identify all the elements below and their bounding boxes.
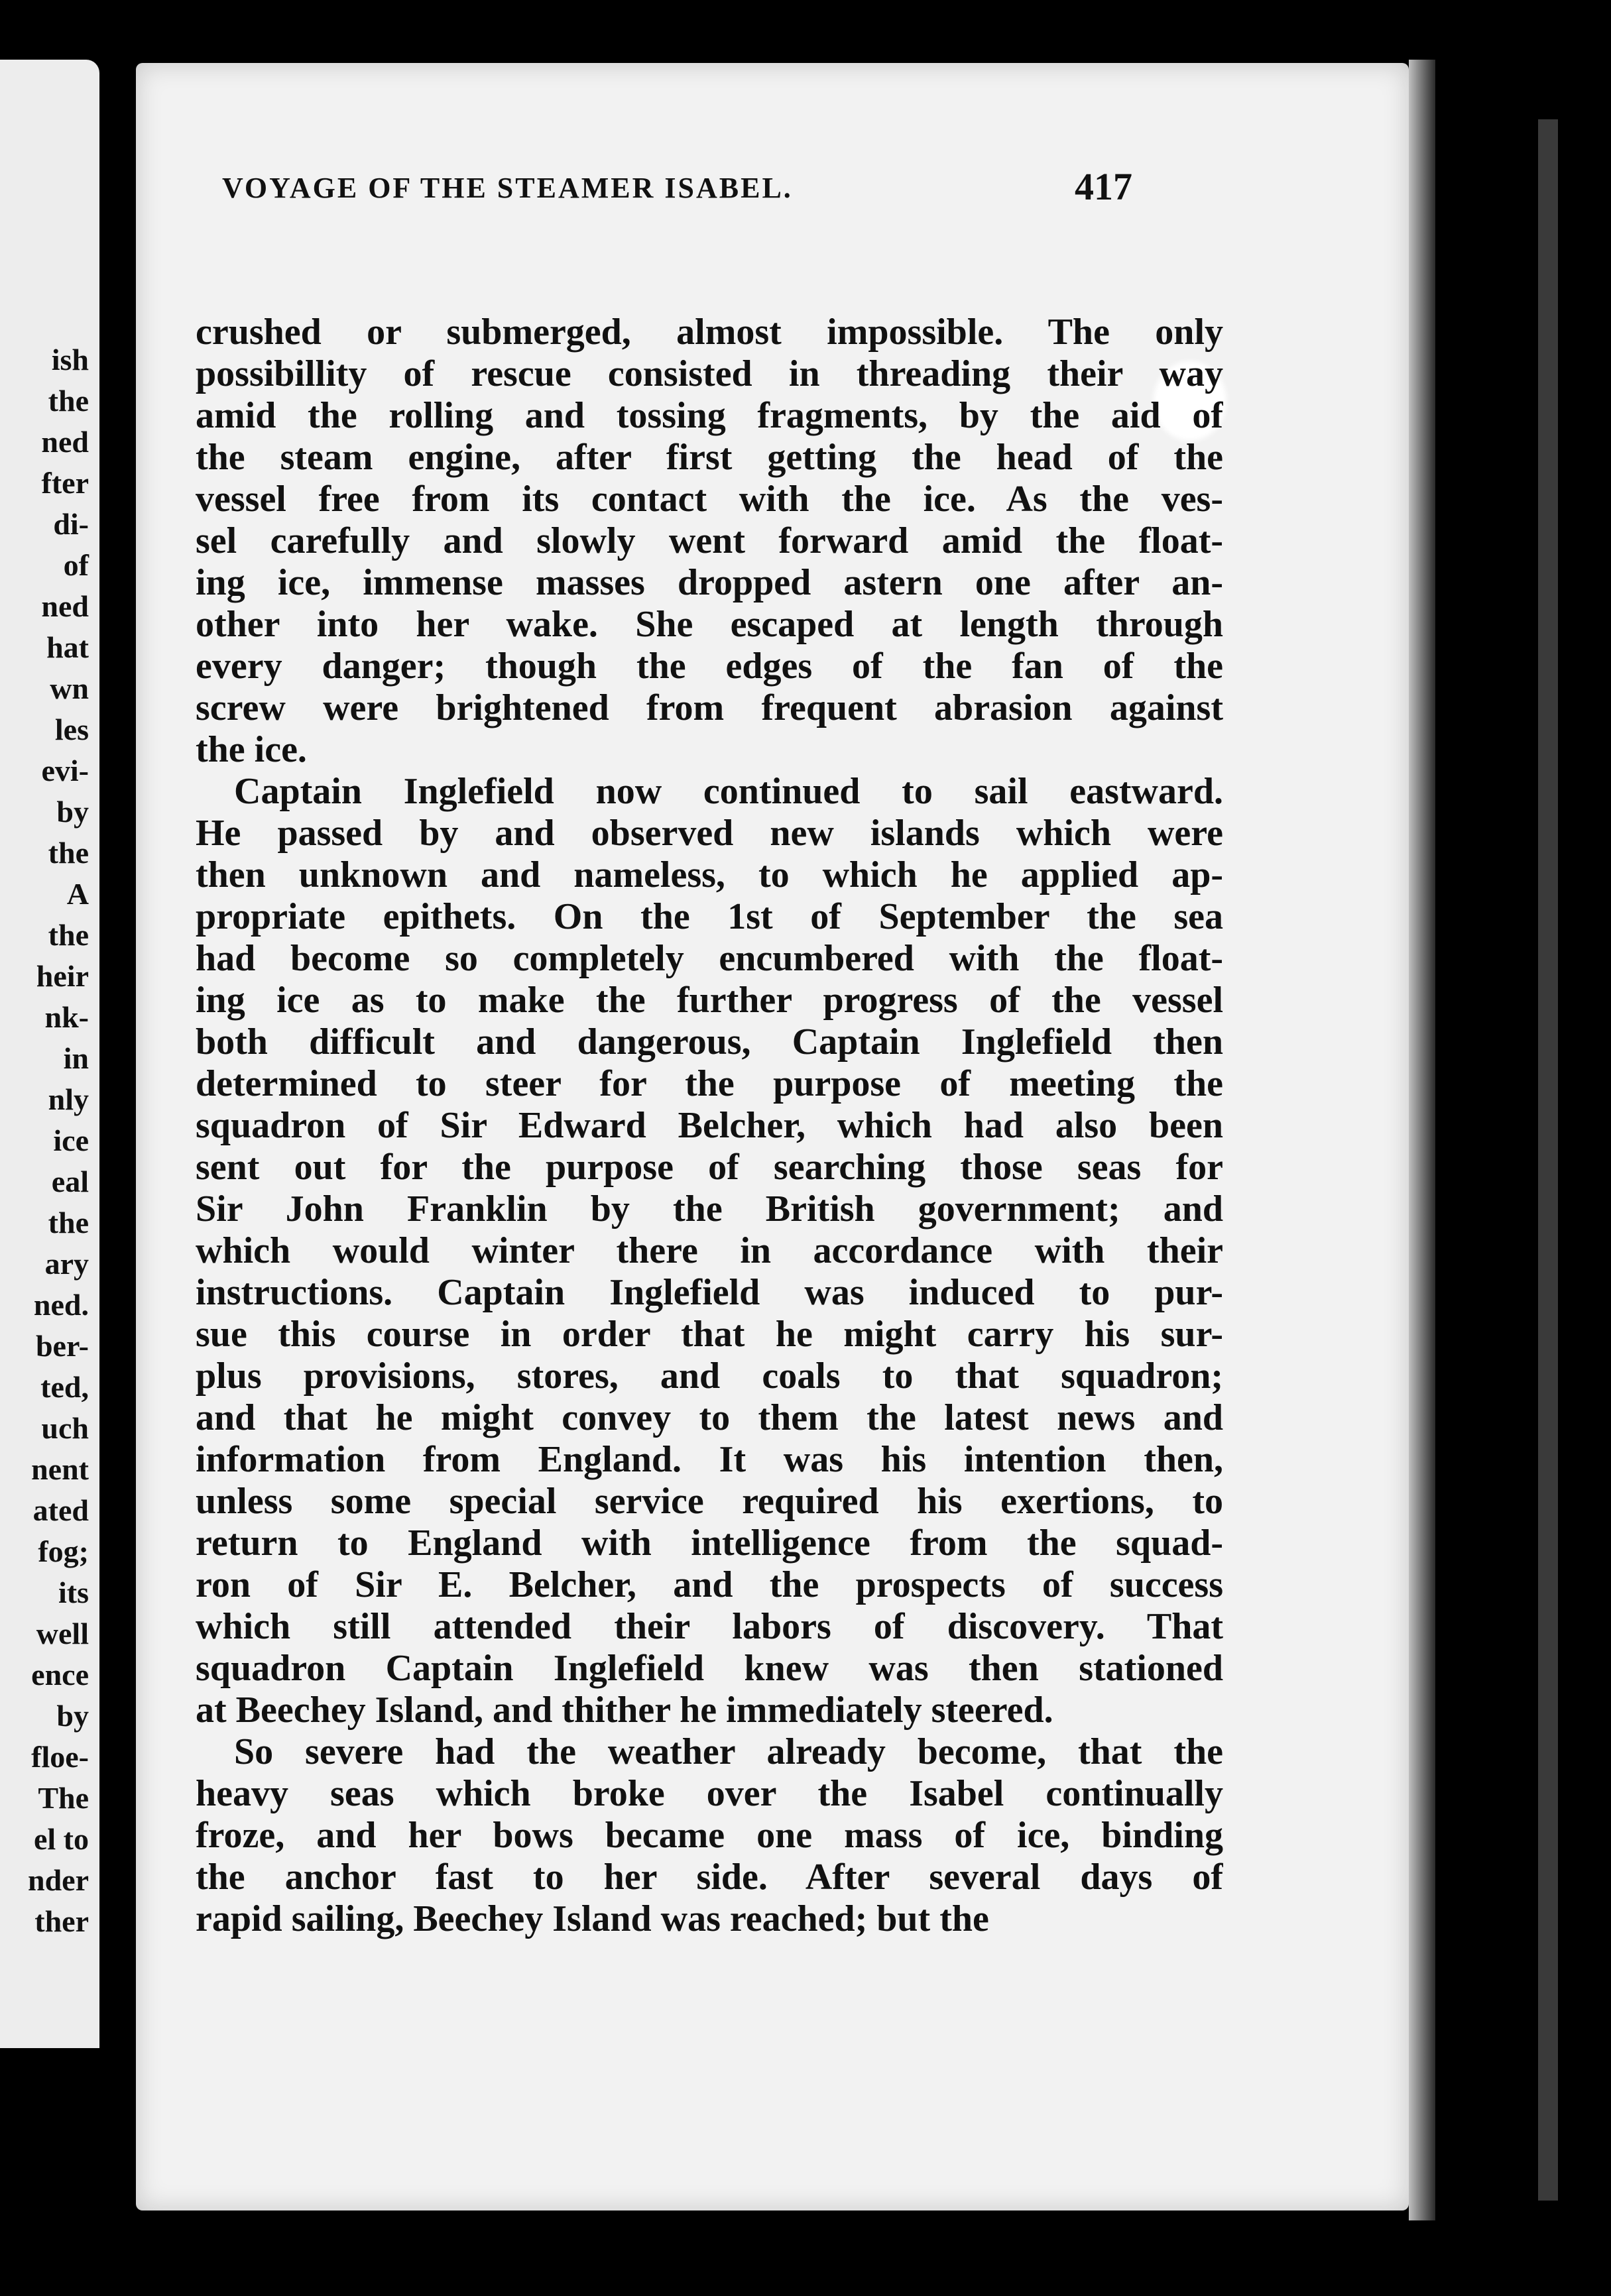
running-head: VOYAGE OF THE STEAMER ISABEL. bbox=[222, 172, 793, 204]
left-page-line: wn bbox=[50, 671, 89, 705]
text-line: sue this course in order that he might carry his sur- bbox=[196, 1314, 1223, 1355]
text-line: sel carefully and slowly went forward amid the float- bbox=[196, 520, 1223, 561]
text-line: which would winter there in accordance with their bbox=[196, 1230, 1223, 1271]
left-page-line: ated bbox=[32, 1493, 89, 1527]
paragraph bbox=[196, 1731, 1223, 1940]
left-page-line: floe- bbox=[31, 1740, 89, 1774]
text-line: froze, and her bows became one mass of ice, binding bbox=[196, 1815, 1223, 1856]
left-page-line: nder bbox=[28, 1863, 89, 1897]
left-page-line: ther bbox=[34, 1904, 89, 1938]
text-line: other into her wake. She escaped at length through bbox=[196, 604, 1223, 645]
text-line: the steam engine, after first getting the head of the bbox=[196, 437, 1223, 478]
left-page-line: ned bbox=[41, 425, 89, 459]
text-line: heavy seas which broke over the Isabel continually bbox=[196, 1773, 1223, 1814]
text-line: Captain Inglefield now continued to sail eastward. bbox=[234, 771, 1223, 812]
left-page-line: les bbox=[54, 713, 89, 746]
left-page-line: nent bbox=[31, 1452, 89, 1486]
left-page-line: el to bbox=[33, 1822, 89, 1856]
text-line: squadron of Sir Edward Belcher, which had also been bbox=[196, 1105, 1223, 1146]
text-line: amid the rolling and tossing fragments, by the aid of bbox=[196, 395, 1223, 436]
text-line: every danger; though the edges of the fan of the bbox=[196, 646, 1223, 687]
text-line: which still attended their labors of discovery. That bbox=[196, 1606, 1223, 1647]
left-page-line: nk- bbox=[44, 1000, 89, 1034]
page-number: 417 bbox=[1075, 165, 1132, 208]
left-page-line: ice bbox=[53, 1123, 89, 1157]
text-line: and that he might convey to them the latest news and bbox=[196, 1397, 1223, 1438]
text-line: ing ice as to make the further progress of the vessel bbox=[196, 980, 1223, 1021]
left-page-line: fog; bbox=[38, 1534, 89, 1568]
text-line: return to England with intelligence from the squad- bbox=[196, 1522, 1223, 1564]
text-line: vessel free from its contact with the ice. As the ves- bbox=[196, 479, 1223, 520]
left-page-line: well bbox=[36, 1617, 89, 1650]
left-page-line: ber- bbox=[35, 1329, 89, 1363]
left-page-line: ary bbox=[44, 1247, 89, 1281]
left-page-line: fter bbox=[41, 466, 89, 500]
text-line: So severe had the weather already become, that the bbox=[234, 1731, 1223, 1772]
left-page-line: its bbox=[58, 1576, 89, 1609]
page-edge-shadow bbox=[1409, 60, 1435, 2220]
left-page-line: in bbox=[63, 1041, 89, 1075]
left-page-line: ish bbox=[51, 343, 89, 376]
text-line: He passed by and observed new islands which were bbox=[196, 813, 1223, 854]
text-line: at Beechey Island, and thither he immediately steered. bbox=[196, 1690, 1053, 1731]
text-line: squadron Captain Inglefield knew was then stationed bbox=[196, 1648, 1223, 1689]
text-line: determined to steer for the purpose of meeting the bbox=[196, 1063, 1223, 1104]
left-page-line: heir bbox=[36, 959, 89, 993]
text-line: then unknown and nameless, to which he applied ap- bbox=[196, 854, 1223, 895]
text-line: Sir John Franklin by the British government; and bbox=[196, 1188, 1223, 1230]
left-page-line: ned. bbox=[33, 1288, 89, 1322]
paragraph bbox=[196, 771, 1223, 1731]
left-page-line: the bbox=[48, 836, 89, 870]
text-line: propriate epithets. On the 1st of September the sea bbox=[196, 896, 1223, 937]
body-text bbox=[196, 312, 1223, 1940]
left-page-fragment bbox=[0, 60, 99, 2048]
paragraph bbox=[196, 312, 1223, 771]
left-page-line: evi- bbox=[41, 754, 89, 787]
text-line: the anchor fast to her side. After several days of bbox=[196, 1857, 1223, 1898]
left-page-line: the bbox=[48, 384, 89, 418]
left-page-line: ted, bbox=[40, 1370, 89, 1404]
left-page-line: ence bbox=[31, 1658, 89, 1692]
left-page-line: by bbox=[56, 1699, 89, 1733]
text-line: unless some special service required his exertions, to bbox=[196, 1481, 1223, 1522]
text-line: crushed or submerged, almost impossible. The only bbox=[196, 312, 1223, 353]
text-line: both difficult and dangerous, Captain Inglefield then bbox=[196, 1021, 1223, 1062]
text-line: sent out for the purpose of searching those seas for bbox=[196, 1147, 1223, 1188]
left-page-line: di- bbox=[53, 507, 89, 541]
left-page-line: uch bbox=[41, 1411, 89, 1445]
text-line: rapid sailing, Beechey Island was reached; but the bbox=[196, 1898, 989, 1939]
text-line: ing ice, immense masses dropped astern one after an- bbox=[196, 562, 1223, 603]
book-spine bbox=[1538, 119, 1558, 2201]
text-line: instructions. Captain Inglefield was induced to pur- bbox=[196, 1272, 1223, 1313]
text-line: plus provisions, stores, and coals to that squadron; bbox=[196, 1355, 1223, 1397]
text-line: ron of Sir E. Belcher, and the prospects of success bbox=[196, 1564, 1223, 1605]
left-page-line: hat bbox=[46, 630, 89, 664]
left-page-line: A bbox=[66, 877, 89, 911]
left-page-line: of bbox=[63, 548, 89, 582]
left-page-line: The bbox=[38, 1781, 89, 1815]
left-page-line: the bbox=[48, 1206, 89, 1239]
left-page-line: the bbox=[48, 918, 89, 952]
left-page-line: eal bbox=[51, 1165, 89, 1198]
text-line: the ice. bbox=[196, 729, 307, 770]
left-page-line: ned bbox=[41, 589, 89, 623]
text-line: had become so completely encumbered with the float- bbox=[196, 938, 1223, 979]
text-line: screw were brightened from frequent abrasion against bbox=[196, 687, 1223, 728]
left-page-line: nly bbox=[48, 1082, 89, 1116]
text-line: possibillity of rescue consisted in threading their way bbox=[196, 353, 1223, 394]
text-line: information from England. It was his intention then, bbox=[196, 1439, 1223, 1480]
left-page-line: by bbox=[56, 795, 89, 829]
